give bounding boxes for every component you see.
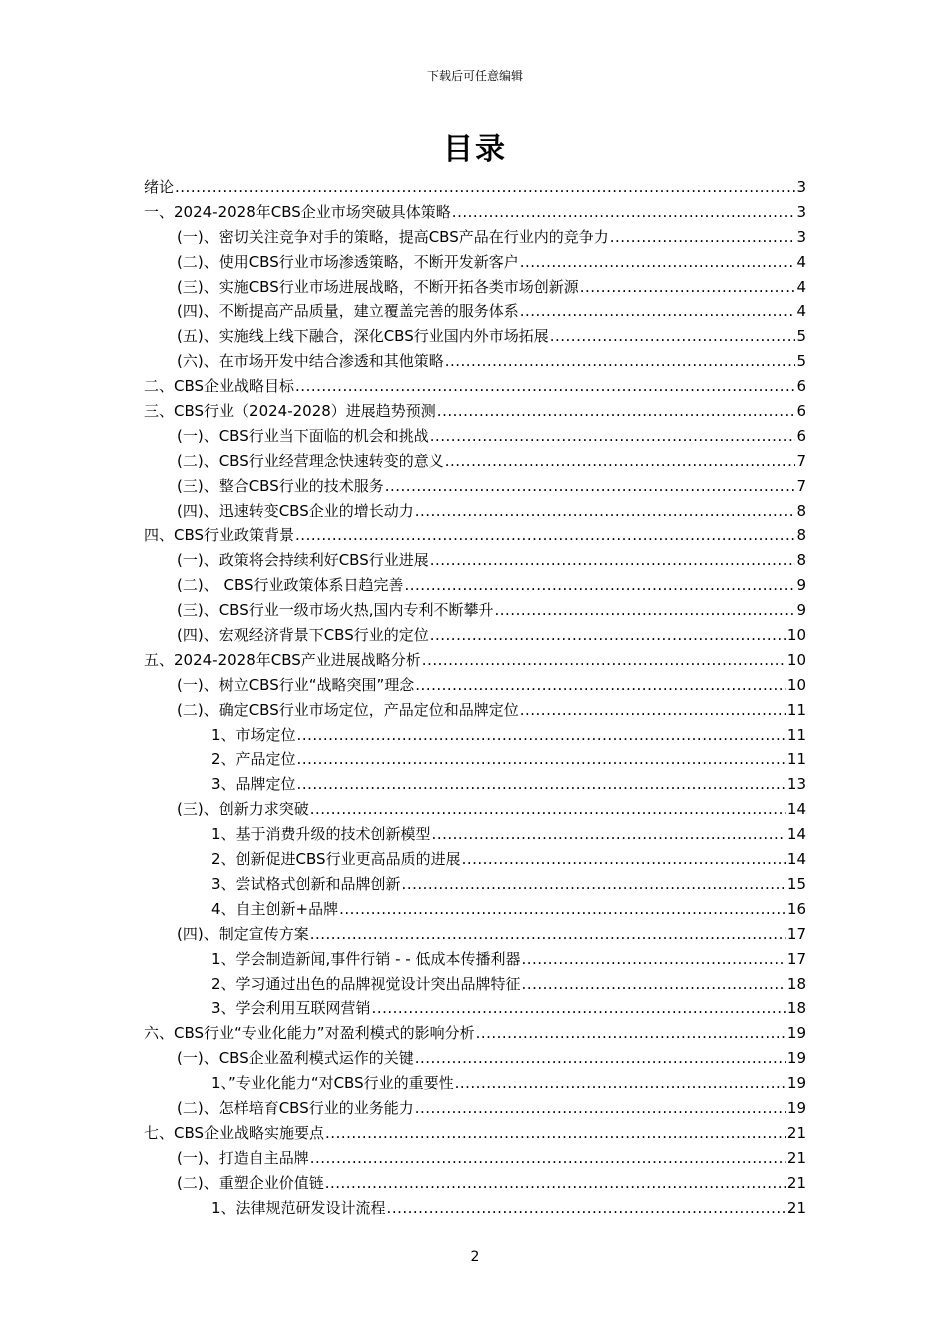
toc-entry-text: (二)、使用CBS行业市场渗透策略，不断开发新客户 bbox=[177, 252, 519, 271]
toc-entry[interactable] bbox=[144, 1096, 806, 1121]
toc-entry-page: 3 bbox=[796, 227, 806, 246]
toc-entry-text: 1、市场定位 bbox=[211, 725, 296, 744]
toc-dot-leader bbox=[325, 1171, 786, 1196]
toc-dot-leader bbox=[495, 598, 796, 623]
toc-entry[interactable] bbox=[144, 1046, 806, 1071]
toc-entry-page: 8 bbox=[796, 501, 806, 520]
toc-entry[interactable] bbox=[144, 797, 806, 822]
toc-dot-leader bbox=[452, 200, 796, 225]
toc-dot-leader bbox=[310, 797, 786, 822]
toc-dot-leader bbox=[385, 474, 796, 499]
toc-entry-page: 19 bbox=[786, 1074, 806, 1093]
toc-entry-page: 8 bbox=[796, 526, 806, 545]
toc-entry-page: 14 bbox=[786, 800, 806, 819]
toc-entry-page: 3 bbox=[796, 178, 806, 196]
toc-entry[interactable] bbox=[144, 598, 806, 623]
toc-entry-text: (三)、创新力求突破 bbox=[177, 800, 309, 819]
toc-entry-page: 10 bbox=[786, 626, 806, 645]
toc-dot-leader bbox=[430, 548, 796, 573]
toc-entry[interactable] bbox=[144, 623, 806, 648]
toc-entry[interactable] bbox=[144, 1071, 806, 1096]
toc-entry[interactable] bbox=[144, 1171, 806, 1196]
toc-entry[interactable] bbox=[144, 747, 806, 772]
toc-dot-leader bbox=[422, 648, 786, 673]
toc-dot-leader bbox=[310, 922, 786, 947]
toc-entry-text: (一)、政策将会持续利好CBS行业进展 bbox=[177, 551, 429, 570]
toc-entry-page: 4 bbox=[796, 302, 806, 321]
toc-dot-leader bbox=[387, 1196, 786, 1221]
toc-entry-text: (一)、CBS行业当下面临的机会和挑战 bbox=[177, 426, 429, 445]
toc-entry[interactable] bbox=[144, 175, 806, 200]
toc-entry-text: 1、基于消费升级的技术创新模型 bbox=[211, 825, 431, 844]
toc-entry-page: 19 bbox=[786, 1024, 806, 1043]
toc-entry-text: 2、产品定位 bbox=[211, 750, 296, 769]
toc-entry-page: 5 bbox=[796, 352, 806, 371]
toc-entry[interactable] bbox=[144, 474, 806, 499]
toc-entry[interactable] bbox=[144, 399, 806, 424]
toc-dot-leader bbox=[521, 947, 785, 972]
toc-entry-text: 四、CBS行业政策背景 bbox=[144, 526, 295, 545]
toc-entry[interactable] bbox=[144, 1146, 806, 1171]
toc-entry-text: 七、CBS企业战略实施要点 bbox=[144, 1123, 325, 1142]
toc-entry[interactable] bbox=[144, 847, 806, 872]
toc-entry-page: 19 bbox=[786, 1049, 806, 1068]
toc-dot-leader bbox=[520, 299, 796, 324]
toc-entry-page: 17 bbox=[786, 949, 806, 968]
toc-entry[interactable] bbox=[144, 299, 806, 324]
toc-dot-leader bbox=[295, 523, 795, 548]
toc-entry-text: 六、CBS行业“专业化能力”对盈利模式的影响分析 bbox=[144, 1024, 475, 1043]
toc-entry-text: 1、法律规范研发设计流程 bbox=[211, 1198, 386, 1217]
toc-entry-text: (二)、确定CBS行业市场定位，产品定位和品牌定位 bbox=[177, 700, 519, 719]
toc-dot-leader bbox=[297, 747, 786, 772]
toc-entry[interactable] bbox=[144, 872, 806, 897]
toc-entry-page: 18 bbox=[786, 999, 806, 1018]
toc-entry[interactable] bbox=[144, 947, 806, 972]
toc-dot-leader bbox=[297, 772, 786, 797]
toc-entry-page: 8 bbox=[796, 551, 806, 570]
toc-entry-text: 1、学会制造新闻,事件行销 - - 低成本传播利器 bbox=[211, 949, 521, 968]
toc-entry-text: 二、CBS企业战略目标 bbox=[144, 377, 295, 396]
toc-entry[interactable] bbox=[144, 374, 806, 399]
toc-entry-page: 9 bbox=[796, 601, 806, 620]
toc-entry[interactable] bbox=[144, 275, 806, 300]
toc-entry[interactable] bbox=[144, 499, 806, 524]
toc-entry[interactable] bbox=[144, 349, 806, 374]
toc-entry-page: 21 bbox=[786, 1123, 806, 1142]
toc-entry-text: 绪论 bbox=[144, 178, 175, 196]
toc-entry-page: 11 bbox=[786, 725, 806, 744]
toc-entry[interactable] bbox=[144, 698, 806, 723]
toc-entry-page: 21 bbox=[786, 1148, 806, 1167]
toc-dot-leader bbox=[437, 399, 796, 424]
toc-entry-text: 1、”专业化能力“对CBS行业的重要性 bbox=[211, 1074, 454, 1093]
page-number: 2 bbox=[470, 1249, 480, 1265]
toc-entry[interactable] bbox=[144, 723, 806, 748]
toc-entry-page: 18 bbox=[786, 974, 806, 993]
toc-entry[interactable] bbox=[144, 822, 806, 847]
toc-title: 目录 bbox=[443, 132, 507, 167]
toc-entry-page: 4 bbox=[796, 252, 806, 271]
toc-entry-page: 17 bbox=[786, 924, 806, 943]
toc-entry-page: 11 bbox=[786, 700, 806, 719]
toc-entry[interactable] bbox=[144, 200, 806, 225]
toc-entry-page: 10 bbox=[786, 675, 806, 694]
toc-entry[interactable] bbox=[144, 225, 806, 250]
toc-entry-page: 14 bbox=[786, 825, 806, 844]
toc-entry-page: 6 bbox=[796, 402, 806, 421]
toc-entry-text: (三)、实施CBS行业市场进展战略，不断开拓各类市场创新源 bbox=[177, 277, 579, 296]
toc-entry-text: (一)、打造自主品牌 bbox=[177, 1148, 309, 1167]
toc-dot-leader bbox=[580, 275, 796, 300]
toc-entry-page: 6 bbox=[796, 426, 806, 445]
toc-entry[interactable] bbox=[144, 573, 806, 598]
toc-entry-page: 21 bbox=[786, 1173, 806, 1192]
toc-dot-leader bbox=[462, 847, 786, 872]
toc-entry-page: 21 bbox=[786, 1198, 806, 1217]
toc-dot-leader bbox=[520, 250, 796, 275]
toc-entry-text: 2、学习通过出色的品牌视觉设计突出品牌特征 bbox=[211, 974, 521, 993]
toc-entry-page: 14 bbox=[786, 850, 806, 869]
toc-entry[interactable] bbox=[144, 523, 806, 548]
toc-entry[interactable] bbox=[144, 1196, 806, 1221]
toc-entry-text: (三)、CBS行业一级市场火热,国内专利不断攀升 bbox=[177, 601, 494, 620]
toc-entry[interactable] bbox=[144, 250, 806, 275]
toc-entry-text: (二)、重塑企业价值链 bbox=[177, 1173, 324, 1192]
toc-dot-leader bbox=[325, 1121, 786, 1146]
toc-entry-text: 4、自主创新+品牌 bbox=[211, 899, 339, 918]
toc-entry[interactable] bbox=[144, 324, 806, 349]
toc-entry-text: 2、创新促进CBS行业更高品质的进展 bbox=[211, 850, 461, 869]
toc-entry[interactable] bbox=[144, 972, 806, 997]
toc-entry-page: 16 bbox=[786, 899, 806, 918]
toc-entry-text: (四)、不断提高产品质量，建立覆盖完善的服务体系 bbox=[177, 302, 519, 321]
toc-dot-leader bbox=[520, 698, 786, 723]
toc-dot-leader bbox=[339, 897, 786, 922]
toc-dot-leader bbox=[297, 723, 786, 748]
toc-entry-page: 7 bbox=[796, 476, 806, 495]
toc-dot-leader bbox=[550, 324, 796, 349]
toc-entry[interactable] bbox=[144, 1021, 806, 1046]
toc-entry-text: (四)、宏观经济背景下CBS行业的定位 bbox=[177, 626, 429, 645]
toc-list bbox=[144, 175, 806, 1220]
toc-dot-leader bbox=[405, 573, 796, 598]
toc-dot-leader bbox=[445, 349, 796, 374]
toc-entry-text: (二)、 CBS行业政策体系日趋完善 bbox=[177, 576, 404, 595]
toc-entry-text: (一)、树立CBS行业“战略突围”理念 bbox=[177, 675, 415, 694]
toc-entry-text: (二)、CBS行业经营理念快速转变的意义 bbox=[177, 451, 444, 470]
toc-entry-page: 9 bbox=[796, 576, 806, 595]
toc-dot-leader bbox=[430, 424, 796, 449]
toc-dot-leader bbox=[372, 996, 786, 1021]
toc-entry-page: 4 bbox=[796, 277, 806, 296]
toc-entry-page: 13 bbox=[786, 775, 806, 794]
toc-entry-page: 7 bbox=[796, 451, 806, 470]
toc-entry-text: 3、尝试格式创新和品牌创新 bbox=[211, 874, 401, 893]
toc-entry-page: 10 bbox=[786, 650, 806, 669]
toc-dot-leader bbox=[295, 374, 795, 399]
toc-entry[interactable] bbox=[144, 772, 806, 797]
toc-entry-text: (五)、实施线上线下融合，深化CBS行业国内外市场拓展 bbox=[177, 327, 549, 346]
toc-entry-text: (二)、怎样培育CBS行业的业务能力 bbox=[177, 1098, 414, 1117]
toc-entry-text: (四)、迅速转变CBS企业的增长动力 bbox=[177, 501, 414, 520]
toc-entry[interactable] bbox=[144, 424, 806, 449]
toc-entry[interactable] bbox=[144, 449, 806, 474]
toc-dot-leader bbox=[415, 673, 786, 698]
toc-dot-leader bbox=[430, 623, 786, 648]
toc-entry-page: 5 bbox=[796, 327, 806, 346]
header-note: 下载后可任意编辑 bbox=[426, 69, 523, 83]
toc-entry[interactable] bbox=[144, 922, 806, 947]
toc-entry[interactable] bbox=[144, 548, 806, 573]
toc-dot-leader bbox=[415, 499, 796, 524]
toc-dot-leader bbox=[402, 872, 786, 897]
toc-dot-leader bbox=[476, 1021, 786, 1046]
toc-entry[interactable] bbox=[144, 648, 806, 673]
toc-entry-text: 三、CBS行业（2024-2028）进展趋势预测 bbox=[144, 402, 436, 421]
toc-dot-leader bbox=[310, 1146, 786, 1171]
toc-entry-text: 五、2024-2028年CBS产业进展战略分析 bbox=[144, 650, 421, 669]
toc-entry-text: 一、2024-2028年CBS企业市场突破具体策略 bbox=[144, 202, 451, 221]
toc-entry-page: 3 bbox=[796, 202, 806, 221]
toc-entry[interactable] bbox=[144, 996, 806, 1021]
toc-entry-text: (一)、CBS企业盈利模式运作的关键 bbox=[177, 1049, 414, 1068]
toc-entry-text: (六)、在市场开发中结合渗透和其他策略 bbox=[177, 352, 444, 371]
toc-entry-page: 6 bbox=[796, 377, 806, 396]
toc-entry-text: (四)、制定宣传方案 bbox=[177, 924, 309, 943]
toc-entry[interactable] bbox=[144, 673, 806, 698]
toc-dot-leader bbox=[445, 449, 796, 474]
toc-entry-text: (三)、整合CBS行业的技术服务 bbox=[177, 476, 384, 495]
toc-entry-page: 19 bbox=[786, 1098, 806, 1117]
toc-dot-leader bbox=[455, 1071, 786, 1096]
toc-dot-leader bbox=[522, 972, 786, 997]
toc-entry[interactable] bbox=[144, 1121, 806, 1146]
toc-entry-text: 3、学会利用互联网营销 bbox=[211, 999, 371, 1018]
toc-dot-leader bbox=[175, 175, 795, 200]
toc-dot-leader bbox=[415, 1096, 786, 1121]
toc-entry-page: 15 bbox=[786, 874, 806, 893]
toc-dot-leader bbox=[432, 822, 786, 847]
toc-entry[interactable] bbox=[144, 897, 806, 922]
toc-entry-page: 11 bbox=[786, 750, 806, 769]
toc-dot-leader bbox=[415, 1046, 786, 1071]
toc-entry-text: 3、品牌定位 bbox=[211, 775, 296, 794]
toc-entry-text: (一)、密切关注竞争对手的策略，提高CBS产品在行业内的竞争力 bbox=[177, 227, 609, 246]
toc-dot-leader bbox=[610, 225, 796, 250]
